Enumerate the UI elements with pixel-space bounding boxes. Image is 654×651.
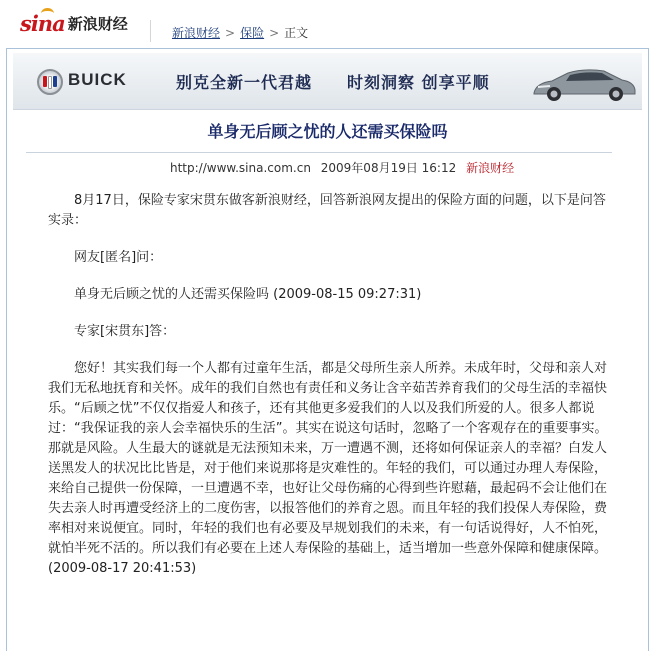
ad-slogan-primary: 别克全新一代君越 xyxy=(176,73,313,92)
buick-ad-banner[interactable] xyxy=(13,53,642,110)
header-divider xyxy=(150,20,151,42)
article-paragraph: 网友[匿名]问： xyxy=(74,250,163,265)
logo-brand: sina xyxy=(20,11,65,36)
article-datetime: 2009年08月19日 16:12 xyxy=(320,161,457,175)
ad-brand: BUICK xyxy=(68,70,127,89)
breadcrumb-finance-link[interactable]: 新浪财经 xyxy=(172,26,221,40)
article-source[interactable]: 新浪财经 xyxy=(466,161,515,175)
breadcrumb-separator: > xyxy=(269,26,280,40)
sina-eye-icon xyxy=(41,8,54,19)
logo-name: 新浪财经 xyxy=(67,15,128,33)
ad-slogan-secondary: 时刻洞察 创享平顺 xyxy=(347,73,490,92)
breadcrumb-insurance-link[interactable]: 保险 xyxy=(240,26,265,40)
article-paragraph: 您好！其实我们每一个人都有过童年生活，都是父母所生亲人所养。未成年时，父母和亲人对我们无私地抚育和关怀。成年的我们自然也有责任和义务让含辛茹苦养育我们的父母生活的幸福快乐。“后顾之忧”不仅仅指爱人和孩子，还有其他更多爱我们的人以及我们所爱的人。很多人都说过：“我保证我的亲人会幸福快乐的生活”。其实在说这句话时，忽略了一个客观存在的重要事实。那就是风险。人生最大的谜就是无法预知未来，万一遭遇不测，还将如何保证亲人的幸福？白发人送黑发人的状况比比皆是，对于他们来说那将是灾难性的。年轻的我们，可以通过办理人寿保险，来给自己提供一份保障，一旦遭遇不幸，也好让父母伤痛的心得到些许慰藉，最起码不会让他们在失去亲人时再遭受经济上的二度伤害，以报答他们的养育之恩。而且年轻的我们投保人寿保险，费率相对来说便宜。同时，年轻的我们也有必要及早规划我们的未来，有一句话说得好，人不怕死，就怕半死不活的。所以我们有必要在上述人寿保险的基础上，适当增加一些意外保障和健康保障。(2009-08-17 20:41:53) xyxy=(48,361,608,576)
article-meta xyxy=(170,159,514,176)
sina-finance-logo[interactable] xyxy=(20,11,128,36)
car-icon xyxy=(530,63,638,103)
article-frame xyxy=(6,48,649,651)
buick-emblem-icon xyxy=(37,69,63,95)
title-divider xyxy=(26,152,612,153)
article-paragraph: 单身无后顾之忧的人还需买保险吗 (2009-08-15 09:27:31) xyxy=(74,287,422,302)
article-title: 单身无后顾之忧的人还需买保险吗 xyxy=(207,122,448,141)
article-paragraph: 8月17日，保险专家宋贯东做客新浪财经，回答新浪网友提出的保险方面的问题，以下是问答实录： xyxy=(48,193,606,228)
article-paragraph: 专家[宋贯东]答： xyxy=(74,324,176,339)
article-body xyxy=(48,191,610,596)
article-url: http://www.sina.com.cn xyxy=(170,161,311,175)
breadcrumb-current: 正文 xyxy=(284,26,309,40)
top-bar xyxy=(0,0,654,48)
breadcrumb-separator: > xyxy=(225,26,236,40)
breadcrumb xyxy=(172,24,308,41)
